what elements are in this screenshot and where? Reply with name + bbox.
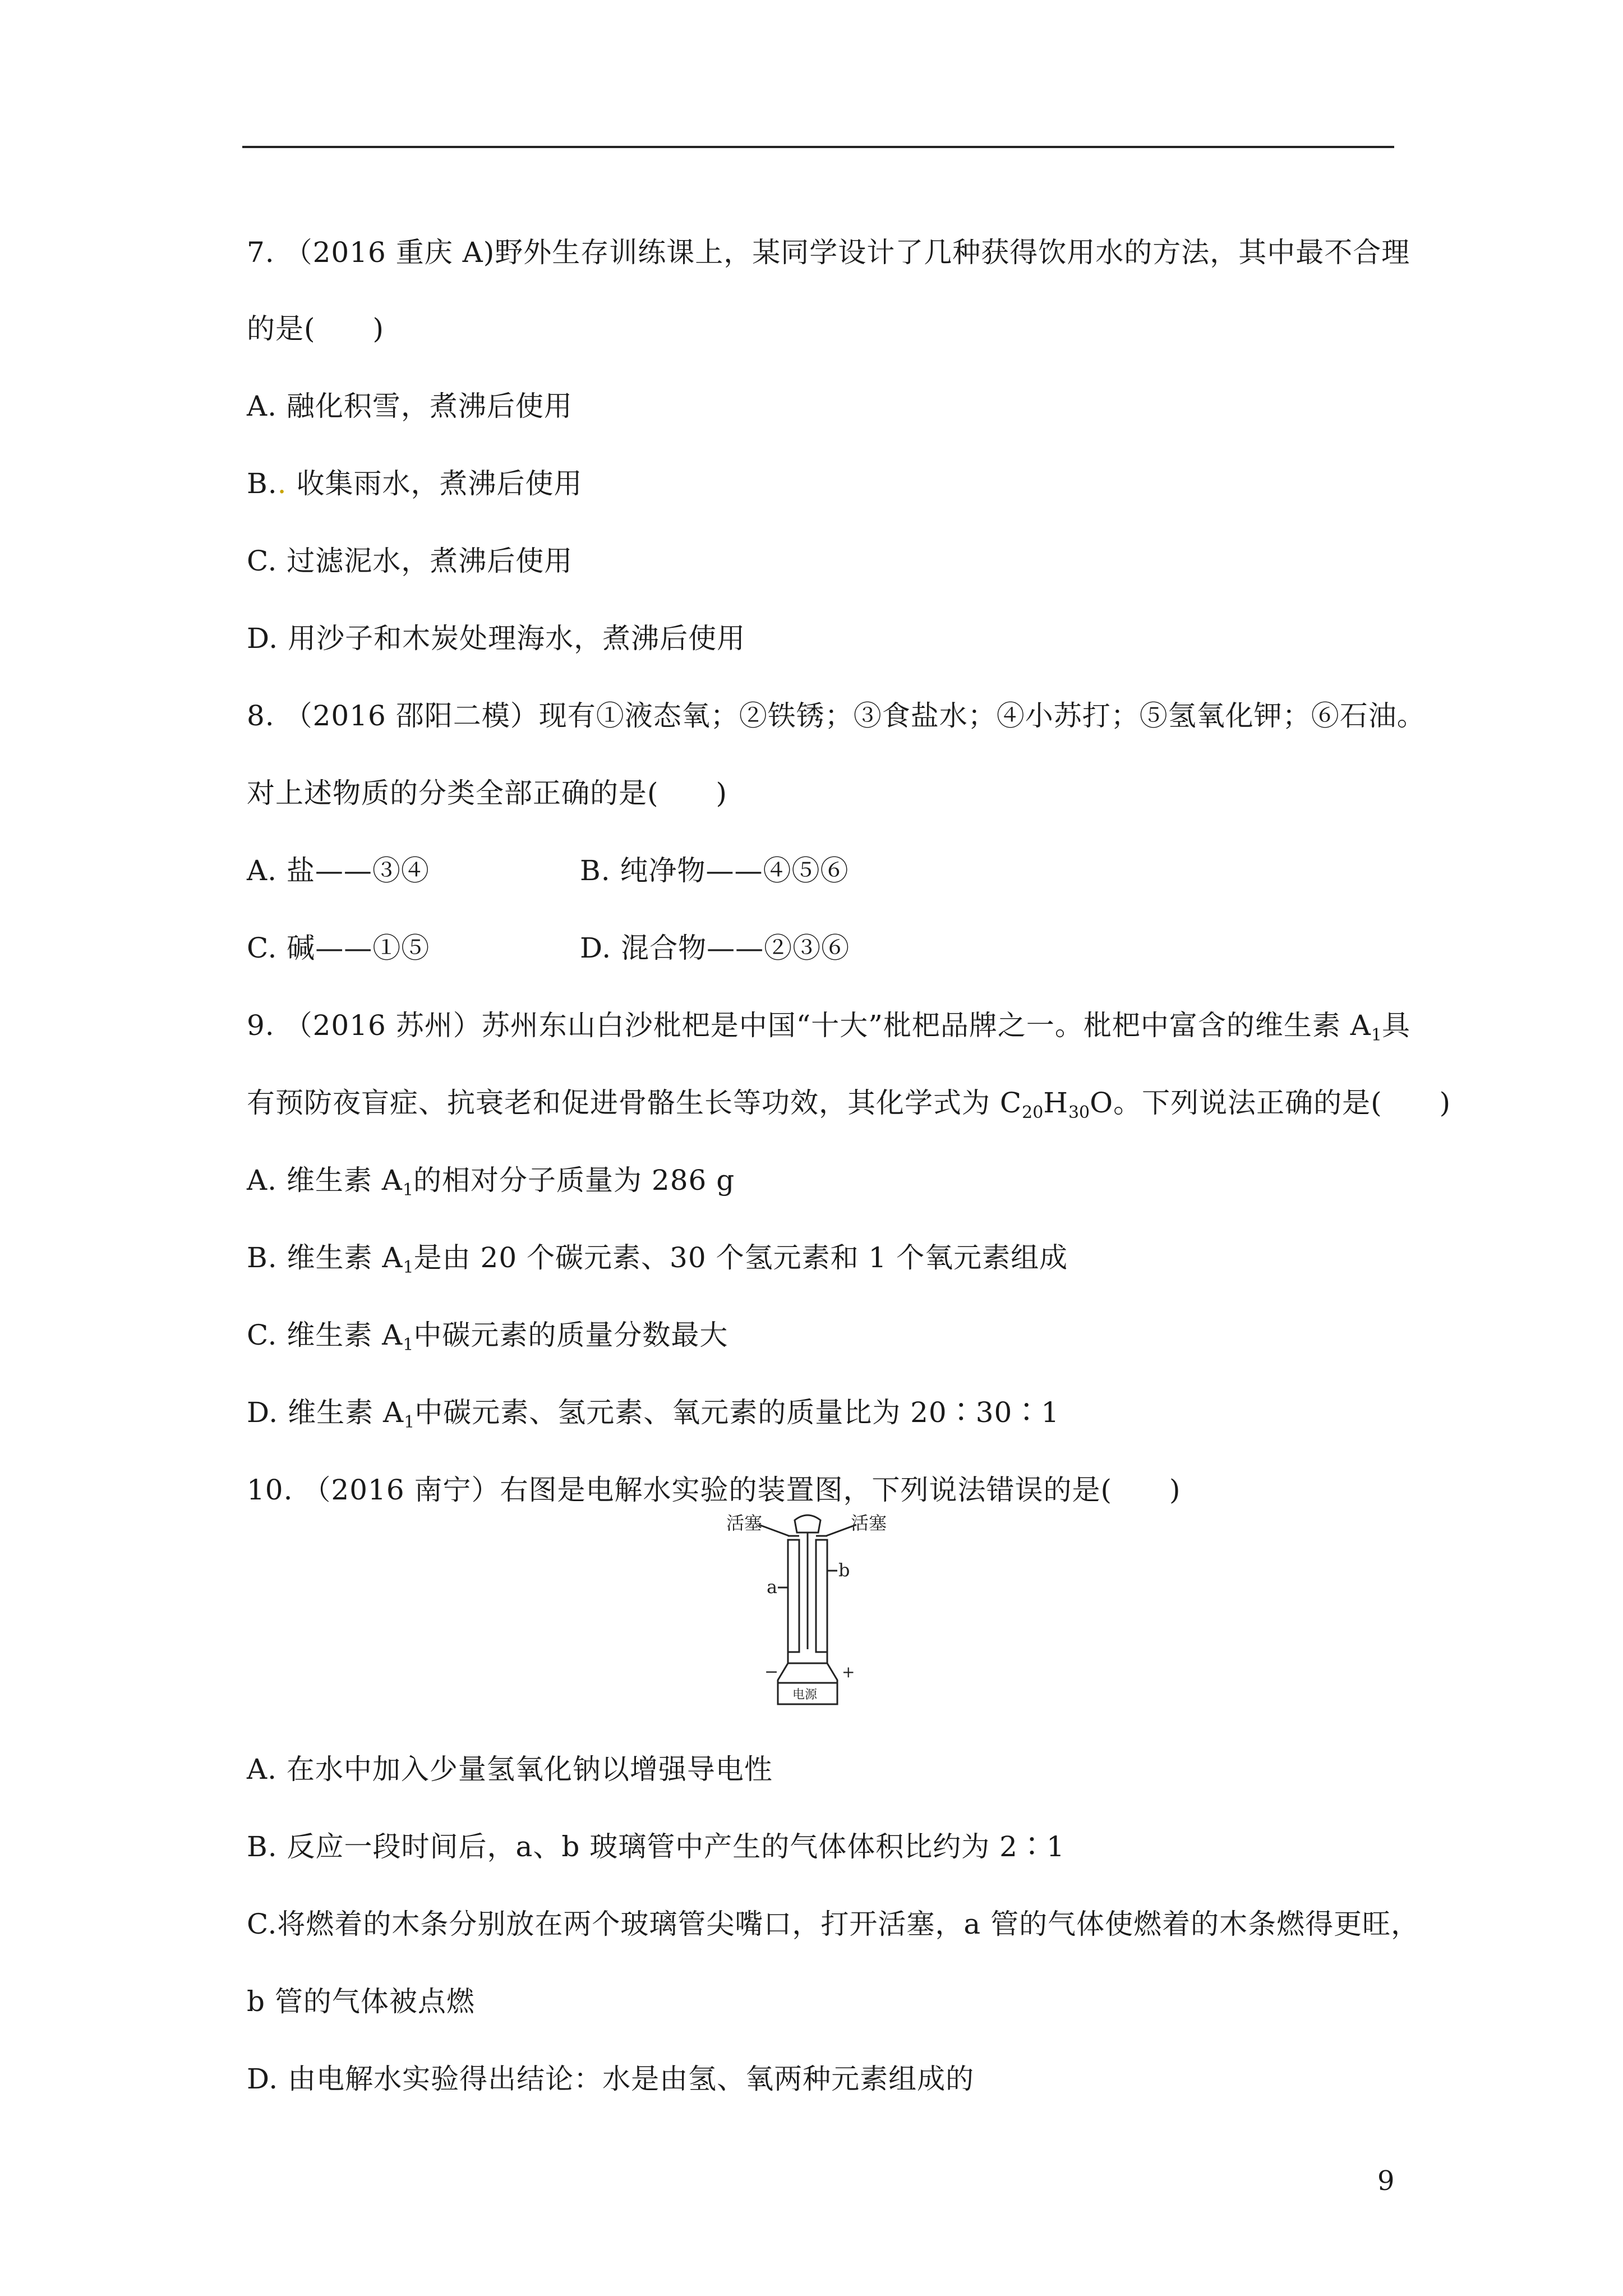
q8-option-c: C. 碱——①⑤	[247, 932, 430, 964]
q10-option-d: D. 由电解水实验得出结论：水是由氢、氧两种元素组成的	[247, 2063, 975, 2095]
figure-label-left: 活塞	[726, 1512, 763, 1534]
q9-stem-line1	[247, 1009, 1410, 1052]
q9-formula-intro: 有预防夜盲症、抗衰老和促进骨骼生长等功效，其化学式为 C	[247, 1087, 1022, 1119]
q8-option-b: B. 纯净物——④⑤⑥	[580, 854, 849, 887]
tube-a	[788, 1540, 799, 1652]
subscript: 1	[404, 1412, 415, 1432]
q7-option-b-text: 收集雨水，煮沸后使用	[287, 467, 583, 500]
q7-option-b	[247, 467, 582, 500]
q7-option-d: D. 用沙子和木炭处理海水，煮沸后使用	[247, 622, 746, 655]
q8-option-a: A. 盐——③④	[247, 854, 430, 887]
q7-option-c: C. 过滤泥水，煮沸后使用	[247, 545, 573, 577]
q8-stem-line1: 8. （2016 邵阳二模）现有①液态氧；②铁锈；③食盐水；④小苏打；⑤氢氧化钾；⑥石油。	[247, 700, 1426, 732]
figure-label-right: 活塞	[851, 1512, 887, 1534]
wire-negative	[778, 1663, 788, 1690]
base-connector	[788, 1652, 827, 1663]
option-text: 中碳元素、氢元素、氧元素的质量比为 20∶30∶1	[414, 1396, 1060, 1429]
q9-stem-line2	[247, 1086, 1451, 1130]
tube-b	[816, 1540, 827, 1652]
q9-option-d	[247, 1396, 1059, 1439]
formula-hydrogen: H	[1043, 1087, 1068, 1119]
subscript: 1	[403, 1258, 414, 1277]
option-label: C. 维生素 A	[247, 1319, 403, 1351]
q7-option-b-prefix: B.	[247, 467, 278, 500]
subscript: 1	[1371, 1025, 1382, 1045]
q9-question: O。下列说法正确的是( )	[1090, 1087, 1451, 1119]
figure-label-power: 电源	[792, 1688, 818, 1702]
header-rule	[242, 146, 1394, 148]
subscript-carbon: 20	[1022, 1103, 1044, 1122]
electrolysis-apparatus-figure	[726, 1509, 889, 1711]
option-text: 中碳元素的质量分数最大	[413, 1319, 728, 1351]
q8-option-d: D. 混合物——②③⑥	[580, 932, 850, 964]
subscript: 1	[402, 1180, 413, 1200]
q9-option-a	[247, 1163, 735, 1207]
figure-label-minus: −	[764, 1662, 779, 1682]
q10-option-c-line1: C.将燃着的木条分别放在两个玻璃管尖嘴口，打开活塞，a 管的气体使燃着的木条燃得更旺，	[247, 1908, 1420, 1940]
q8-stem-line2: 对上述物质的分类全部正确的是( )	[247, 777, 728, 809]
q9-stem-text-end: 具	[1381, 1009, 1410, 1042]
q7-option-a: A. 融化积雪，煮沸后使用	[247, 390, 573, 422]
q7-stem-line2: 的是( )	[247, 312, 385, 345]
option-label: D. 维生素 A	[247, 1396, 404, 1429]
q10-option-b: B. 反应一段时间后，a、b 玻璃管中产生的气体体积比约为 2∶1	[247, 1830, 1065, 1863]
stray-dot: .	[277, 467, 287, 500]
q10-stem: 10. （2016 南宁）右图是电解水实验的装置图，下列说法错误的是( )	[247, 1474, 1181, 1506]
option-label: A. 维生素 A	[247, 1164, 403, 1197]
q9-option-b	[247, 1241, 1068, 1285]
q7-stem-line1: 7. （2016 重庆 A)野外生存训练课上，某同学设计了几种获得饮用水的方法，其中最不合理	[247, 236, 1410, 269]
reservoir-bulb	[795, 1515, 820, 1533]
option-label: B. 维生素 A	[247, 1241, 403, 1274]
page-number: 9	[1377, 2165, 1395, 2197]
pointer-left	[759, 1525, 789, 1536]
q9-stem-text: 9. （2016 苏州）苏州东山白沙枇杷是中国“十大”枇杷品牌之一。枇杷中富含的维生素 A	[247, 1009, 1371, 1042]
figure-label-b: b	[838, 1559, 850, 1581]
subscript: 1	[403, 1335, 414, 1355]
q9-option-c	[247, 1318, 728, 1362]
subscript-hydrogen: 30	[1068, 1103, 1090, 1122]
wire-positive	[827, 1663, 837, 1690]
q10-option-c-line2: b 管的气体被点燃	[247, 1985, 475, 2018]
figure-label-plus: +	[842, 1663, 855, 1681]
option-text: 的相对分子质量为 286 g	[413, 1164, 735, 1197]
q10-option-a: A. 在水中加入少量氢氧化钠以增强导电性	[247, 1753, 773, 1786]
figure-label-a: a	[767, 1576, 778, 1598]
option-text: 是由 20 个碳元素、30 个氢元素和 1 个氧元素组成	[413, 1241, 1068, 1274]
